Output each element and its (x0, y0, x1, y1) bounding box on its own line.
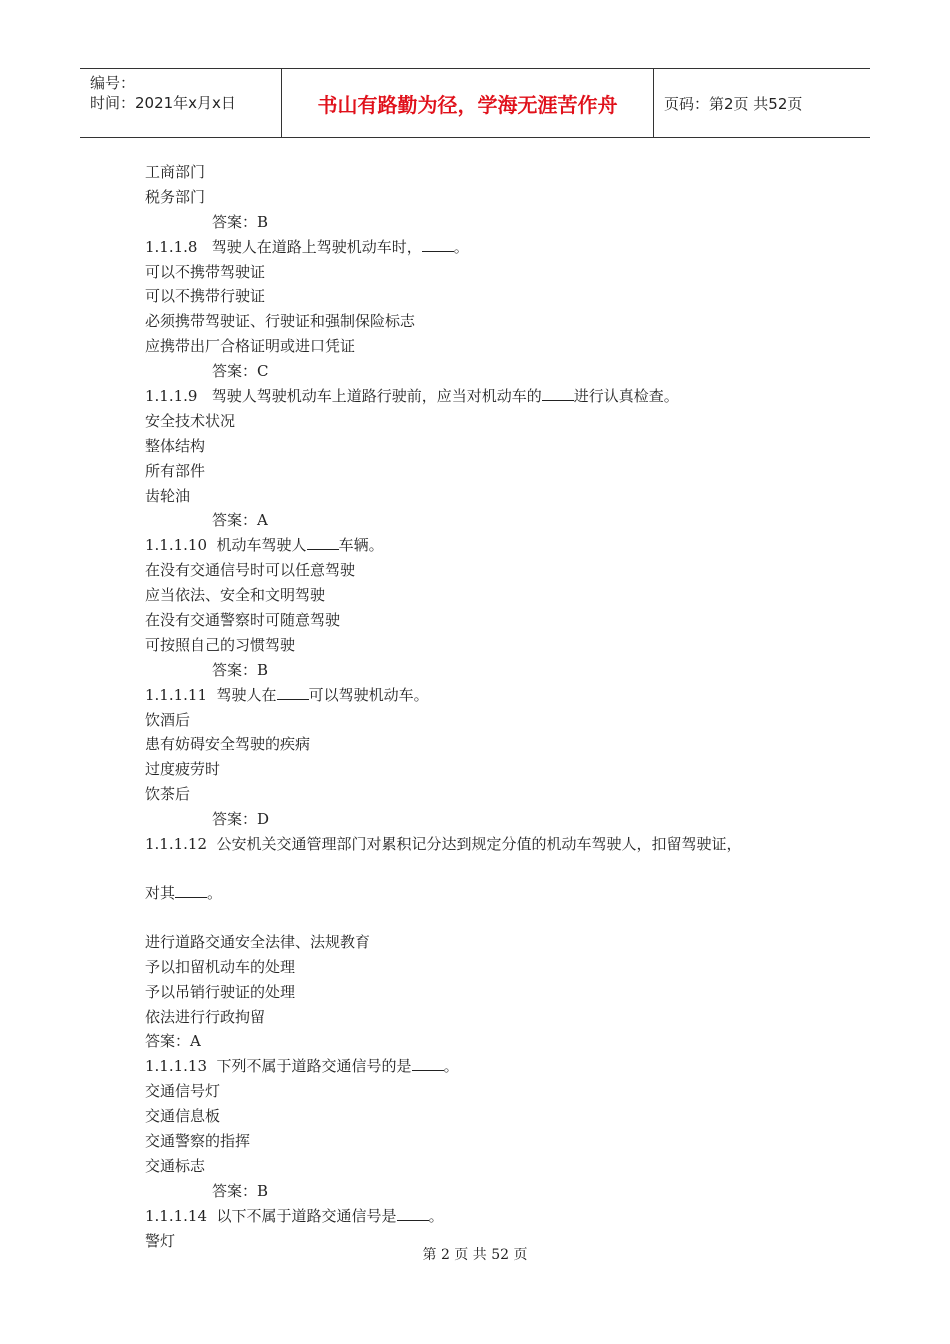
header-left-cell (80, 69, 282, 137)
option-line: 饮酒后 (145, 710, 191, 729)
answer-blank (175, 882, 207, 898)
option-line: 答案：A (145, 1032, 201, 1051)
question-text: 1.1.1.11 驾驶人在 (145, 685, 277, 704)
document-number-label: 编号： (90, 74, 136, 92)
page-footer: 第 2 页 共 52 页 (422, 1247, 528, 1263)
question-text-end: 。 (207, 883, 223, 902)
spacer (145, 906, 845, 930)
option-line: 可以不携带驾驶证 (145, 262, 266, 281)
option-line: 依法进行行政拘留 (145, 1007, 266, 1026)
document-time-label: 时间：2021年x月x日 (90, 94, 236, 112)
answer-blank (397, 1205, 429, 1221)
question-line: 1.1.1.12 公安机关交通管理部门对累积记分达到规定分值的机动车驾驶人，扣留驾驶证， (145, 835, 742, 854)
option-line: 齿轮油 (145, 486, 191, 505)
question-text: 1.1.1.10 机动车驾驶人 (145, 536, 307, 555)
option-line: 交通信号灯 (145, 1082, 221, 1101)
question-line (145, 384, 845, 409)
question-text: 对其 (145, 883, 176, 902)
question-text: 1.1.1.13 下列不属于道路交通信号的是 (145, 1057, 412, 1076)
option-line: 工商部门 (145, 163, 206, 181)
question-text-end: 。 (443, 1057, 459, 1076)
answer-blank (307, 534, 339, 550)
answer-blank (422, 236, 454, 252)
question-text: 1.1.1.8 驾驶人在道路上驾驶机动车时， (145, 237, 422, 256)
answer-line: 答案：B (212, 1181, 269, 1200)
option-line: 在没有交通警察时可随意驾驶 (145, 611, 341, 630)
question-text: 1.1.1.9 驾驶人驾驶机动车上道路行驶前，应当对机动车的 (145, 387, 542, 406)
option-line: 交通信息板 (145, 1107, 221, 1126)
question-text-end: 进行认真检查。 (573, 387, 679, 406)
question-line (145, 1204, 845, 1229)
option-line: 必须携带驾驶证、行驶证和强制保险标志 (145, 312, 416, 331)
answer-blank (277, 684, 309, 700)
question-line (145, 1054, 845, 1079)
option-line: 在没有交通信号时可以任意驾驶 (145, 561, 356, 580)
question-text-end: 。 (428, 1206, 444, 1225)
answer-blank (542, 385, 574, 401)
question-line (145, 533, 845, 558)
option-line: 进行道路交通安全法律、法规教育 (145, 932, 371, 951)
option-line: 警灯 (145, 1231, 176, 1250)
option-line: 应当依法、安全和文明驾驶 (145, 586, 326, 605)
document-body (145, 160, 845, 1253)
answer-line: 答案：C (212, 362, 269, 381)
option-line: 交通标志 (145, 1156, 206, 1175)
option-line: 应携带出厂合格证明或进口凭证 (145, 337, 356, 356)
answer-line: 答案：D (212, 810, 270, 829)
option-line: 整体结构 (145, 436, 206, 455)
question-text-end: 。 (453, 237, 469, 256)
option-line: 交通警察的指挥 (145, 1131, 251, 1150)
option-line: 可按照自己的习惯驾驶 (145, 635, 296, 654)
page-header (80, 68, 870, 138)
option-line: 患有妨碍安全驾驶的疾病 (145, 735, 311, 754)
question-text-end: 可以驾驶机动车。 (308, 685, 429, 704)
option-line: 可以不携带行驶证 (145, 287, 266, 306)
option-line: 过度疲劳时 (145, 760, 221, 779)
answer-line: 答案：A (212, 511, 268, 530)
option-line: 税务部门 (145, 187, 206, 206)
question-line (145, 683, 845, 708)
question-line (145, 235, 845, 260)
answer-blank (412, 1055, 444, 1071)
question-text: 1.1.1.14 以下不属于道路交通信号是 (145, 1206, 397, 1225)
option-line: 予以吊销行驶证的处理 (145, 982, 296, 1001)
answer-line: 答案：B (212, 660, 269, 679)
header-page-info: 页码：第2页 共52页 (664, 94, 803, 113)
header-motto: 书山有路勤为径，学海无涯苦作舟 (282, 69, 654, 137)
answer-line: 答案：B (212, 212, 269, 231)
option-line: 予以扣留机动车的处理 (145, 957, 296, 976)
option-line: 安全技术状况 (145, 411, 236, 430)
question-text-end: 车辆。 (338, 536, 384, 555)
question-line (145, 881, 845, 906)
option-line: 所有部件 (145, 461, 206, 480)
option-line: 饮茶后 (145, 785, 191, 804)
spacer (145, 857, 845, 881)
